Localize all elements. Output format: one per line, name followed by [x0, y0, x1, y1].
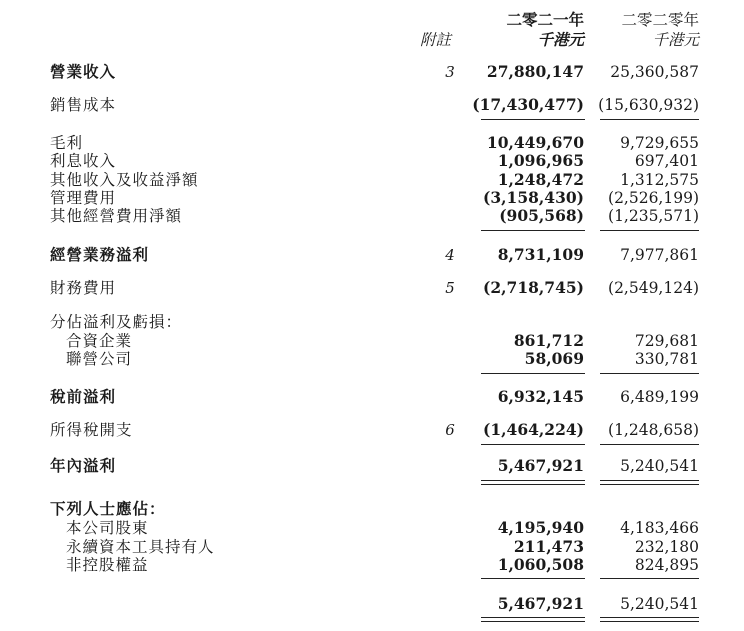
- double-rule-2021: [481, 480, 585, 485]
- subtotal-rule-2021: [481, 444, 585, 445]
- note-ref: 3: [445, 63, 455, 81]
- double-rule-2020: [600, 617, 699, 622]
- value-2021: 27,880,147: [486, 62, 584, 81]
- row-associates: [0, 349, 744, 369]
- subtotal-rule-2020: [600, 230, 699, 231]
- row-label: 銷售成本: [50, 96, 117, 114]
- row-label: 合資企業: [66, 332, 133, 350]
- subtotal-rule-2020: [600, 373, 699, 374]
- value-2020: 5,240,541: [620, 457, 699, 475]
- value-2021: (3,158,430): [483, 188, 584, 207]
- row-profit-for-year: [0, 456, 744, 476]
- row-label: 所得稅開支: [50, 421, 133, 439]
- value-2020: 5,240,541: [620, 595, 699, 613]
- subtotal-rule-2020: [600, 119, 699, 120]
- value-2021: 5,467,921: [497, 594, 584, 613]
- row-label: 年內溢利: [50, 456, 117, 475]
- col-2020-year-header: 二零二零年: [621, 11, 699, 29]
- note-ref: 6: [445, 421, 455, 439]
- value-2020: 4,183,466: [620, 519, 699, 537]
- value-2020: 25,360,587: [610, 63, 699, 81]
- double-rule-2021: [481, 617, 585, 622]
- row-label: 經營業務溢利: [50, 245, 150, 264]
- row-other-income: [0, 170, 744, 190]
- value-2020: 9,729,655: [620, 134, 699, 152]
- value-2020: 824,895: [634, 556, 699, 574]
- col-2021-unit-header: 千港元: [537, 30, 584, 49]
- value-2020: 6,489,199: [620, 388, 699, 406]
- col-2020-unit-header: 千港元: [652, 31, 699, 49]
- value-2021: (2,718,745): [483, 278, 584, 297]
- value-2020: (1,235,571): [608, 207, 699, 225]
- row-label: 其他收入及收益淨額: [50, 171, 199, 189]
- row-share-of-header: [0, 312, 744, 332]
- row-label: 利息收入: [50, 152, 117, 170]
- value-2021: 1,060,508: [497, 555, 584, 574]
- row-gross-profit: [0, 133, 744, 153]
- row-label: 本公司股東: [66, 519, 149, 537]
- row-finance-costs: [0, 278, 744, 298]
- value-2020: 330,781: [634, 350, 699, 368]
- row-label: 其他經營費用淨額: [50, 207, 183, 225]
- row-label: 管理費用: [50, 189, 117, 207]
- subtotal-rule-2021: [481, 373, 585, 374]
- row-admin-expenses: [0, 188, 744, 208]
- value-2020: (2,549,124): [608, 279, 699, 297]
- row-non-controlling: [0, 555, 744, 575]
- row-income-tax: [0, 420, 744, 440]
- value-2021: 10,449,670: [486, 133, 584, 152]
- row-owners: [0, 518, 744, 538]
- value-2020: (2,526,199): [608, 189, 699, 207]
- double-rule-2020: [600, 480, 699, 485]
- value-2021: (1,464,224): [483, 420, 584, 439]
- row-cost-of-sales: [0, 95, 744, 115]
- value-2021: 861,712: [513, 331, 584, 350]
- value-2020: (1,248,658): [608, 421, 699, 439]
- row-label: 毛利: [50, 134, 84, 152]
- row-total: [0, 594, 744, 614]
- value-2020: 729,681: [634, 332, 699, 350]
- row-label: 財務費用: [50, 279, 117, 297]
- row-label: 永續資本工具持有人: [66, 538, 215, 556]
- subtotal-rule-2021: [481, 230, 585, 231]
- value-2020: 1,312,575: [620, 171, 699, 189]
- note-column-header: 附註: [420, 31, 452, 49]
- value-2021: 1,096,965: [497, 151, 584, 170]
- subtotal-rule-2021: [481, 119, 585, 120]
- row-label: 聯營公司: [66, 350, 133, 368]
- row-other-operating: [0, 206, 744, 226]
- row-interest-income: [0, 151, 744, 171]
- col-2021-year-header: 二零二一年: [506, 10, 584, 29]
- row-perpetual-holders: [0, 537, 744, 557]
- row-label: 稅前溢利: [50, 387, 117, 406]
- note-ref: 4: [445, 246, 455, 264]
- row-label: 下列人士應佔：: [50, 499, 166, 518]
- value-2021: (905,568): [499, 206, 584, 225]
- subtotal-rule-2021: [481, 578, 585, 579]
- value-2021: 5,467,921: [497, 456, 584, 475]
- subtotal-rule-2020: [600, 444, 699, 445]
- row-label: 非控股權益: [66, 556, 149, 574]
- value-2020: 697,401: [634, 152, 699, 170]
- subtotal-rule-2020: [600, 578, 699, 579]
- row-joint-ventures: [0, 331, 744, 351]
- value-2021: 8,731,109: [497, 245, 584, 264]
- row-label: 營業收入: [50, 62, 117, 81]
- row-profit-before-tax: [0, 387, 744, 407]
- value-2021: 6,932,145: [497, 387, 584, 406]
- row-attributable-header: [0, 499, 744, 519]
- value-2021: 1,248,472: [497, 170, 584, 189]
- value-2020: 232,180: [634, 538, 699, 556]
- value-2021: 58,069: [524, 349, 584, 368]
- row-label: 分佔溢利及虧損：: [50, 313, 183, 331]
- row-operating-profit: [0, 245, 744, 265]
- value-2020: (15,630,932): [598, 96, 699, 114]
- row-revenue: [0, 62, 744, 82]
- note-ref: 5: [445, 279, 455, 297]
- value-2021: 211,473: [513, 537, 584, 556]
- value-2021: (17,430,477): [472, 95, 584, 114]
- value-2020: 7,977,861: [620, 246, 699, 264]
- value-2021: 4,195,940: [497, 518, 584, 537]
